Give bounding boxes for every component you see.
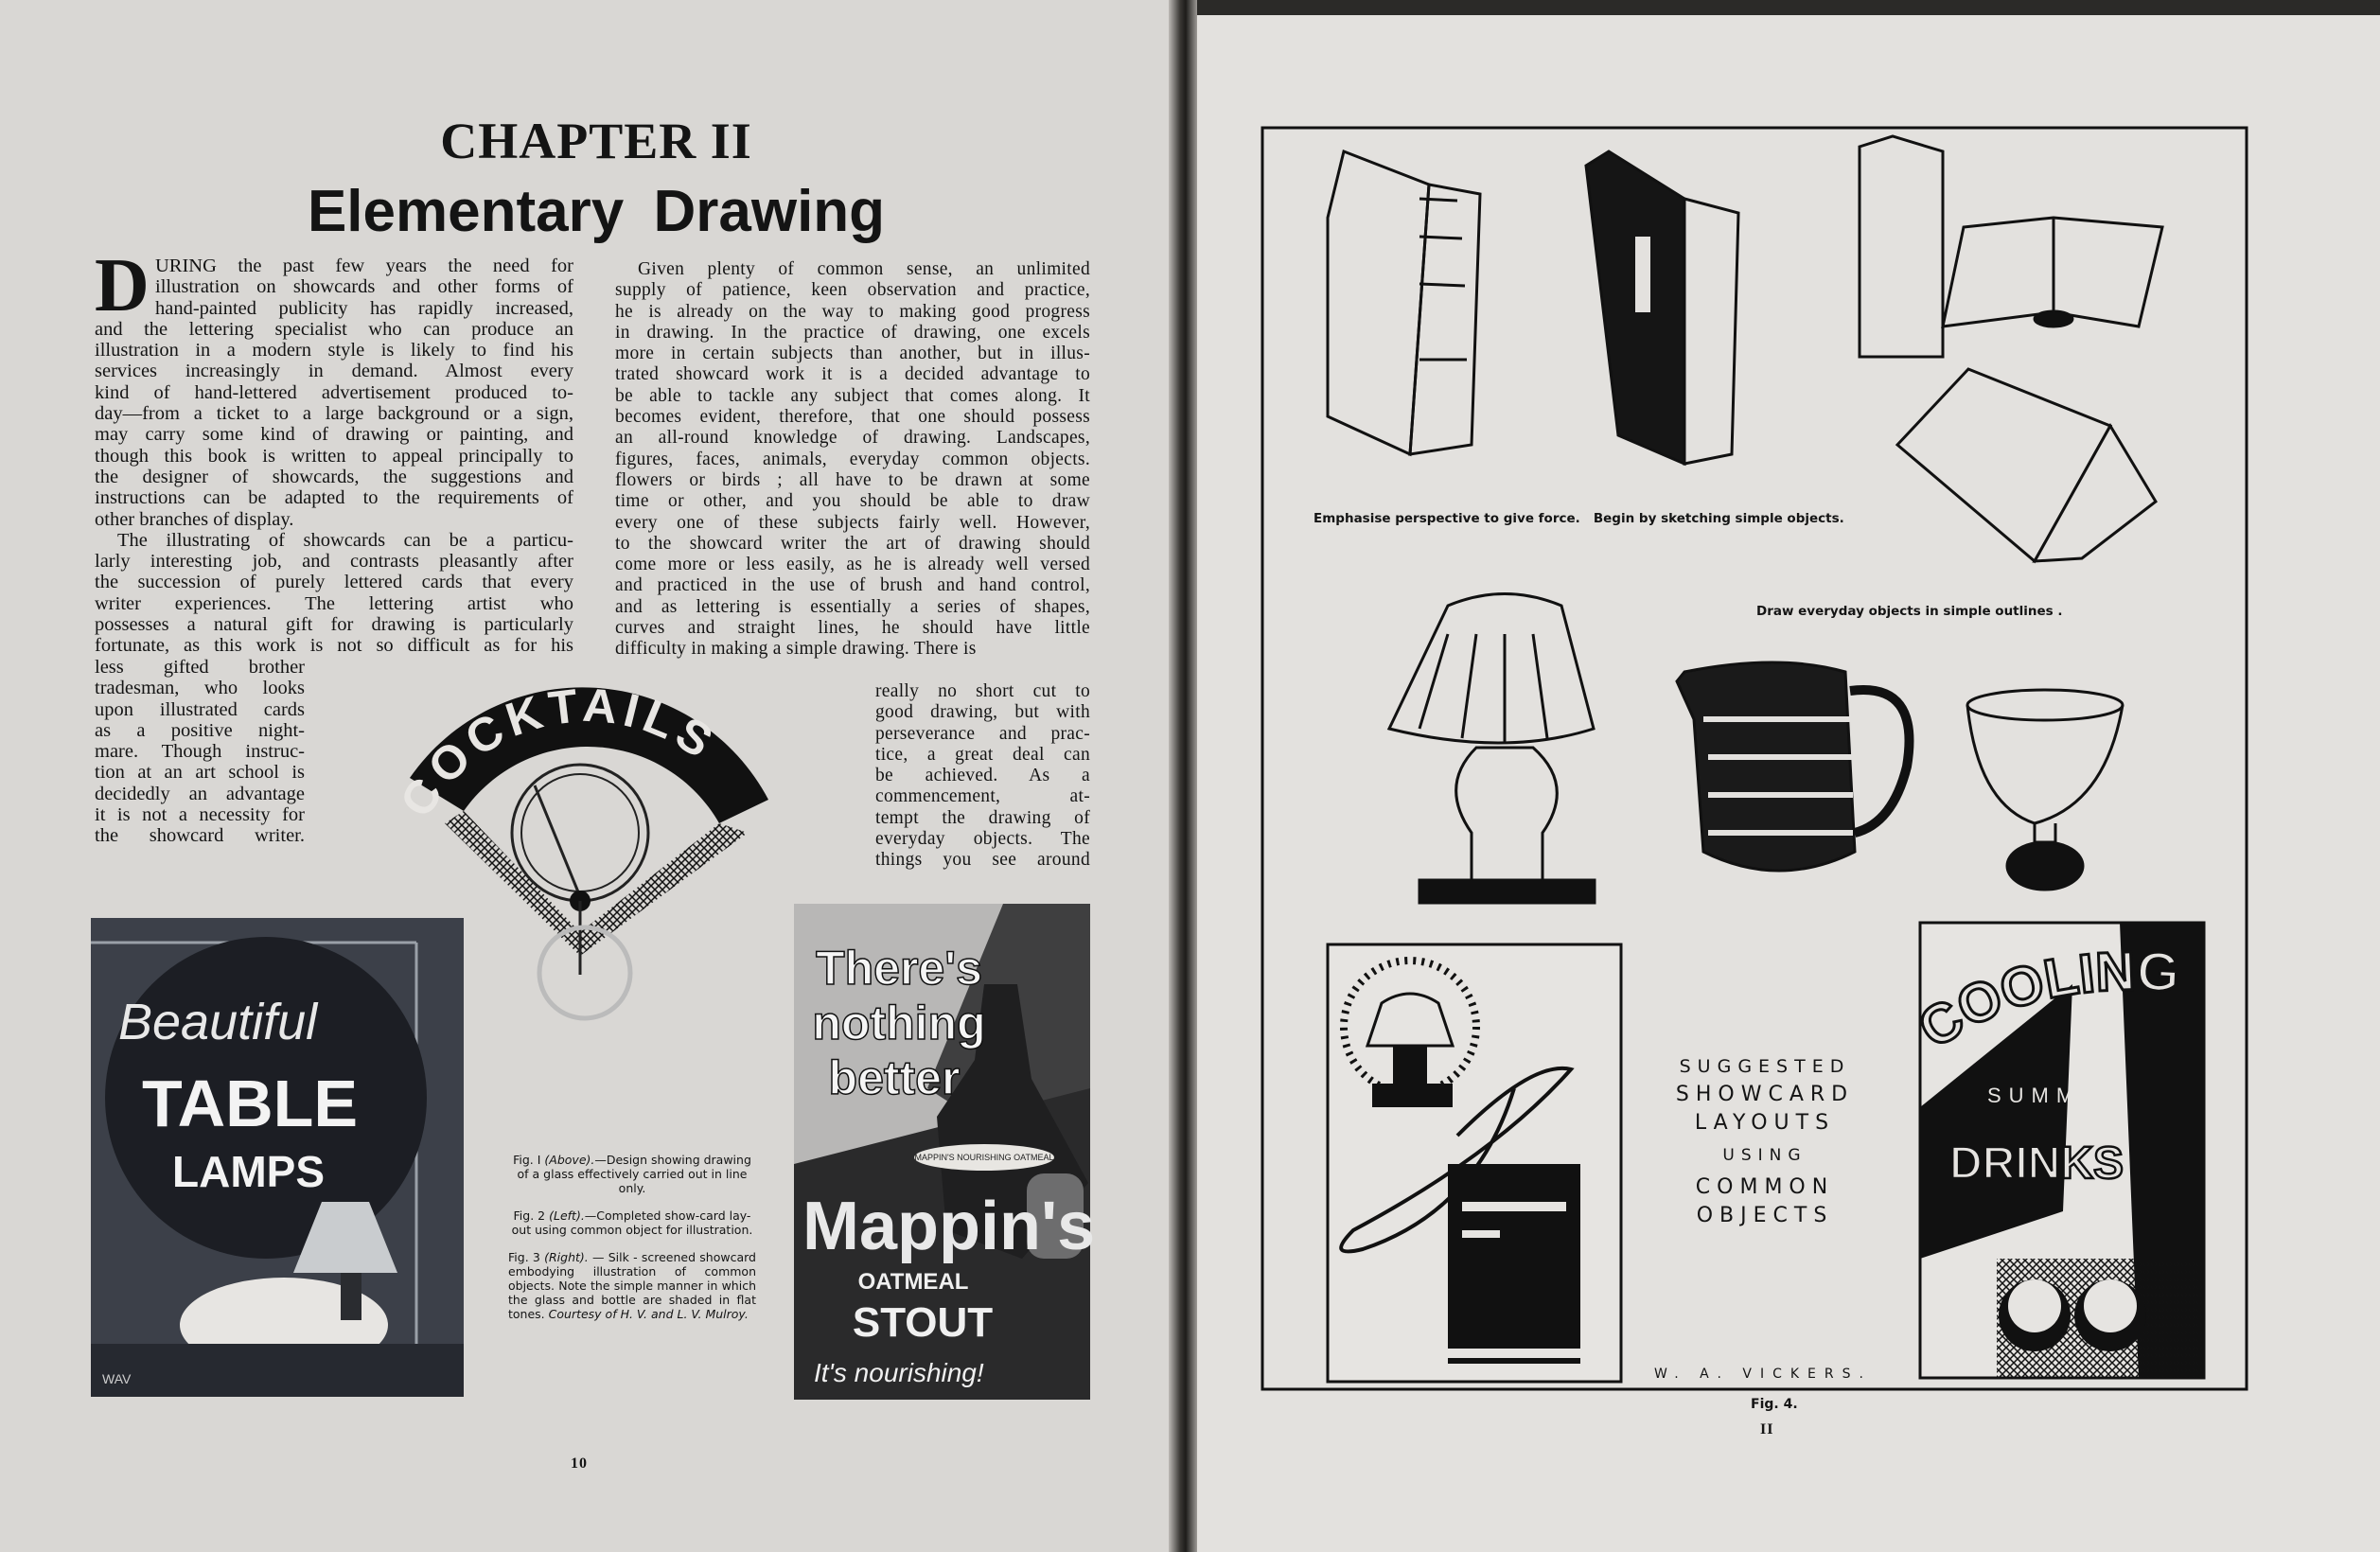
text-line: writer experiences. The lettering artist who <box>95 592 573 614</box>
lamp-sketch <box>1389 594 1595 904</box>
fig3-bottle-label: MAPPIN'S NOURISHING OATMEAL <box>914 1153 1054 1162</box>
caption-fig3-courtesy: Courtesy of H. V. and L. V. Mulroy. <box>548 1307 749 1321</box>
showcard-line: COMMON <box>1695 1175 1835 1199</box>
cooling-drinks-showcard <box>1908 923 2204 1378</box>
text-line: the showcard writer. <box>95 825 305 847</box>
svg-text:COCKTAILS <box>390 679 727 826</box>
fig2-signature: WAV <box>102 1371 132 1386</box>
text-line: tempt the drawing of <box>875 807 1090 828</box>
showcard-line: OBJECTS <box>1696 1204 1834 1227</box>
caption-fig1-label: Fig. I <box>513 1153 541 1167</box>
fig2-script-text: Beautiful <box>118 994 318 1050</box>
caption-fig3-label: Fig. 3 <box>508 1250 540 1264</box>
text-line: instructions can be adapted to the requirements of <box>95 487 573 509</box>
text-line: may carry some kind of drawing or painting, and <box>95 424 573 446</box>
text-line: curves and straight lines, he should have little <box>615 618 1090 639</box>
text-line: illustration on showcards and other forms of <box>155 276 573 298</box>
cooling-word2: SUMMER <box>1987 1084 2125 1107</box>
cocktails-lettering: COCKTAILS <box>389 678 727 826</box>
showcard-line: SUGGESTED <box>1679 1056 1851 1077</box>
text-line: and practiced in the use of brush and hand control, <box>615 575 1090 596</box>
caption-fig3 <box>508 1250 756 1321</box>
text-line: time or other, and you should be able to draw <box>615 491 1090 512</box>
text-line: hand-painted publicity has rapidly increased, <box>155 297 573 319</box>
fig3-line1: There's <box>816 942 982 995</box>
fig2-table-text: TABLE <box>142 1067 359 1140</box>
text-line: as a positive night- <box>95 719 305 741</box>
figure-captions <box>508 1153 756 1334</box>
caption-fig3-direction: (Right). <box>544 1250 589 1264</box>
text-line: though this book is written to appeal principally to <box>95 445 573 467</box>
text-line: tradesman, who looks <box>95 678 305 699</box>
text-line: the succession of purely lettered cards that every <box>95 572 573 593</box>
chapter-number: CHAPTER II <box>440 113 752 169</box>
text-line: other branches of display. <box>95 508 294 530</box>
text-line: becomes evident, therefore, that one should possess <box>615 407 1090 428</box>
caption-fig1 <box>508 1153 756 1195</box>
text-line: things you see around <box>875 850 1090 871</box>
text-line: every one of these subjects fairly well. However, <box>615 512 1090 533</box>
caption-fig1-text: —Design showing drawing of a glass effectively carried out in line only. <box>517 1153 751 1195</box>
text-line: an all-round knowledge of drawing. Landscapes, <box>615 428 1090 449</box>
text-line: he is already on the way to making good progress <box>615 301 1090 322</box>
cooling-word1: COOLING <box>1908 940 2181 1061</box>
artist-signature: W. A. VICKERS. <box>1654 1367 1872 1382</box>
text-line: day—from a ticket to a large background or a sign, <box>95 403 573 425</box>
fig3-line3: better <box>828 1051 961 1104</box>
text-line: and as lettering is essentially a series of shapes, <box>615 596 1090 617</box>
figure-4-label: Fig. 4. <box>1751 1397 1798 1412</box>
text-line: really no short cut to <box>875 681 1090 701</box>
text-line: be achieved. As a <box>875 766 1090 786</box>
left-page-number: 10 <box>571 1455 588 1472</box>
caption-fig2-label: Fig. 2 <box>513 1208 546 1223</box>
showcard-line: SHOWCARD <box>1675 1083 1855 1106</box>
jug-sketch <box>1677 662 1910 871</box>
book-sketches <box>1328 136 2162 561</box>
text-line: perseverance and prac- <box>875 723 1090 744</box>
text-line: Given plenty of common sense, an unlimited <box>638 259 1090 279</box>
fig3-slogan: It's nourishing! <box>814 1358 984 1387</box>
caption-perspective: Emphasise perspective to give force. Begin by sketching simple objects. <box>1313 511 1844 526</box>
fig3-brand: Mappin's <box>802 1189 1096 1264</box>
fig3-line2: nothing <box>812 996 986 1049</box>
text-line: upon illustrated cards <box>95 698 305 720</box>
text-line: come more or less easily, as he is already well versed <box>615 555 1090 575</box>
text-line: kind of hand-lettered advertisement produced to- <box>95 381 573 403</box>
text-line: difficulty in making a simple drawing. There is <box>615 639 977 660</box>
caption-fig1-direction: (Above). <box>544 1153 595 1167</box>
text-line: figures, faces, animals, everyday common objects. <box>615 449 1090 469</box>
text-line: everyday objects. The <box>875 829 1090 850</box>
text-line: be able to tackle any subject that comes along. It <box>615 385 1090 406</box>
text-line: tice, a great deal can <box>875 744 1090 765</box>
glass-sketch <box>1967 690 2123 890</box>
text-line: to the showcard writer the art of drawing should <box>615 533 1090 554</box>
text-line: illustration in a modern style is likely to find his <box>95 340 573 362</box>
fig3-mappins-stout-showcard <box>794 904 1095 1400</box>
fig2-table-lamps-showcard <box>91 918 464 1397</box>
text-line: possesses a natural gift for drawing is particularly <box>95 614 573 636</box>
caption-fig2-text: —Completed show-card lay-out using common object for illustration. <box>511 1208 753 1237</box>
text-line: more in certain subjects than another, but in illus- <box>615 344 1090 364</box>
right-page-number: II <box>1760 1421 1774 1437</box>
text-line: commencement, at- <box>875 786 1090 807</box>
text-line: good drawing, but with <box>875 702 1090 723</box>
text-line: The illustrating of showcards can be a particu- <box>117 529 573 551</box>
text-line: the designer of showcards, the suggestions and <box>95 466 573 487</box>
fig3-sub1: OATMEAL <box>857 1269 969 1295</box>
text-line: URING the past few years the need for <box>155 256 573 276</box>
text-line: and the lettering specialist who can produce an <box>95 318 573 340</box>
text-line: it is not a necessity for <box>95 804 305 826</box>
caption-outlines: Draw everyday objects in simple outlines . <box>1756 604 2063 619</box>
chapter-title: Elementary Drawing <box>307 179 886 244</box>
caption-fig2 <box>508 1208 756 1237</box>
showcard-line: LAYOUTS <box>1694 1111 1836 1135</box>
text-line: fortunate, as this work is not so difficult as for his <box>95 635 573 657</box>
text-line: larly interesting job, and contrasts pleasantly after <box>95 551 573 573</box>
text-line: flowers or birds ; all have to be drawn at some <box>615 469 1090 490</box>
text-line: decidedly an advantage <box>95 783 305 804</box>
text-line: in drawing. In the practice of drawing, one excels <box>615 322 1090 343</box>
caption-fig3-text: — Silk - screened showcard embodying illustration of common objects. Note the simple manner in which the glass and bottle are shaded in flat tones. <box>508 1250 756 1321</box>
text-line: trated showcard work it is a decided advantage to <box>615 364 1090 385</box>
showcard-layout-heading <box>1666 1052 1864 1230</box>
text-line: supply of patience, keen observation and practice, <box>615 280 1090 301</box>
caption-fig2-direction: (Left). <box>549 1208 585 1223</box>
text-line: mare. Though instruc- <box>95 741 305 763</box>
text-line: tion at an art school is <box>95 762 305 784</box>
text-line: services increasingly in demand. Almost every <box>95 361 573 382</box>
text-line: less gifted brother <box>95 657 305 678</box>
drop-cap: D <box>95 244 150 327</box>
fig2-lamps-text: LAMPS <box>172 1147 325 1196</box>
showcard-line: USING <box>1722 1146 1807 1165</box>
lamp-showcard-layout <box>1328 944 1621 1382</box>
cooling-word3: DRINKS <box>1949 1138 2124 1189</box>
fig3-sub2: STOUT <box>852 1299 994 1346</box>
